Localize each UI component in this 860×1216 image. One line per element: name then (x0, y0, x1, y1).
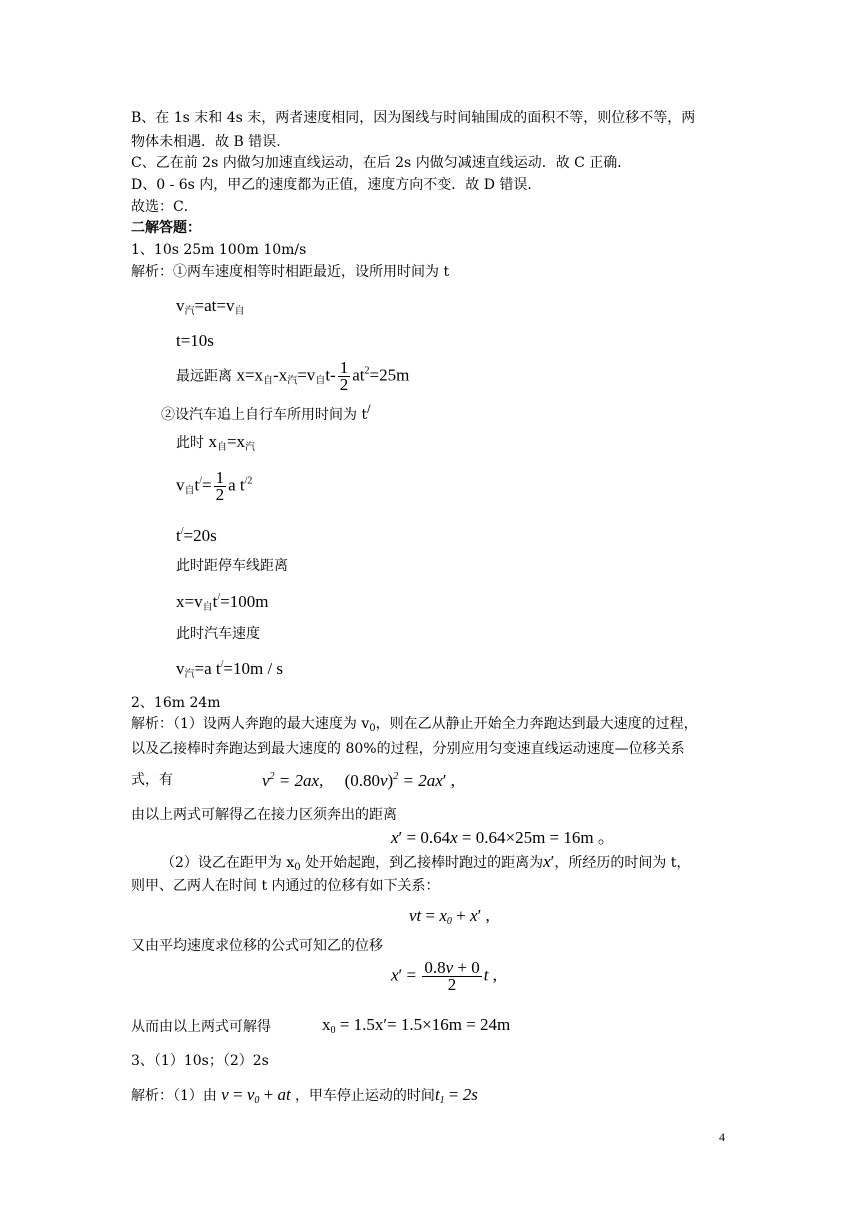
equation: 最远距离 $x=x_自-x_汽=v_自t-$ $\frac{1}{2}$ $at^2=25m$ (176, 358, 410, 394)
equation: t=10s (176, 331, 214, 350)
text-line: 解析：（1）设两人奔跑的最大速度为 $v_0$，则在乙从静止开始全力奔跑达到最大速度的过程， (131, 716, 698, 734)
text-line: 物体未相遇．故 B 错误． (131, 134, 291, 150)
equation: 此时 $x_自=x_汽$ (176, 432, 256, 453)
equation: x′ = 0.64x = 0.64×25m = 16m 。 (391, 828, 615, 847)
answer-line: 3、（1）10s；（2）2s (131, 1053, 269, 1069)
equation: $v_自t^/=$ $\frac{1}{2}$ a $t^{/2}$ (176, 468, 253, 504)
text-line: 此时距停车线距离 (176, 558, 288, 574)
page-number: 4 (719, 1130, 725, 1144)
text-line: 解析：①两车速度相等时相距最近，设所用时间为 t (131, 264, 450, 280)
text-line: C、乙在前 2s 内做匀加速直线运动，在后 2s 内做匀减速直线运动．故 C 正确． (131, 155, 632, 171)
text-line: 以及乙接棒时奔跑达到最大速度的 80%的过程，分别应用匀变速直线运动速度—位移关系 (131, 741, 685, 757)
equation: $x_0 = 1.5x'= 1.5\times 16m = 24m$ (322, 1015, 511, 1036)
text-line: B、在 1s 末和 4s 末，两者速度相同，因为图线与时间轴围成的面积不等，则位移不等，两 (131, 110, 696, 126)
text-line: 此时汽车速度 (176, 626, 260, 642)
equation: t/=20s (176, 526, 217, 545)
answer-line: 2、16m 24m (131, 695, 221, 711)
text-line: 从而由以上两式可解得 (131, 1019, 271, 1035)
equation: x′ = $\frac{0.8v + 0}{2}$ t , (391, 958, 497, 994)
equation: vt = $x_0 + x'$ , (409, 906, 490, 927)
answer-line: 1、10s 25m 100m 10m/s (131, 242, 307, 258)
text-line: 故选：C． (131, 199, 198, 215)
text-line: 式，有 (131, 772, 173, 788)
equation: $x=v_自t^/=100m$ (176, 592, 269, 613)
text-line: 又由平均速度求位移的公式可知乙的位移 (131, 938, 383, 954)
section-heading: 二解答题： (131, 220, 201, 236)
text-line: D、0 - 6s 内，甲乙的速度都为正值，速度方向不变．故 D 错误． (131, 177, 542, 193)
text-line: 解析：（1）由 $v = v_0$ + at ，甲车停止运动的时间$t_1 = 2s$ (131, 1085, 478, 1106)
equation: $v_汽=a$ t/=10m / s (176, 659, 284, 680)
text-line: 则甲、乙两人在时间 t 内通过的位移有如下关系： (131, 878, 440, 894)
text-line: （2）设乙在距甲为 $x_0$ 处开始起跑，到乙接棒时跑过的距离为x′，所经历的时间为 t， (161, 852, 691, 873)
text-line: ②设汽车追上自行车所用时间为 t/ (161, 404, 371, 423)
equation: $v^2 = 2ax$, $(0.80v)^2 = 2ax'$ , (262, 771, 455, 790)
equation: $v_汽=at=v_自$ (176, 296, 245, 317)
text-line: 由以上两式可解得乙在接力区须奔出的距离 (131, 807, 397, 823)
